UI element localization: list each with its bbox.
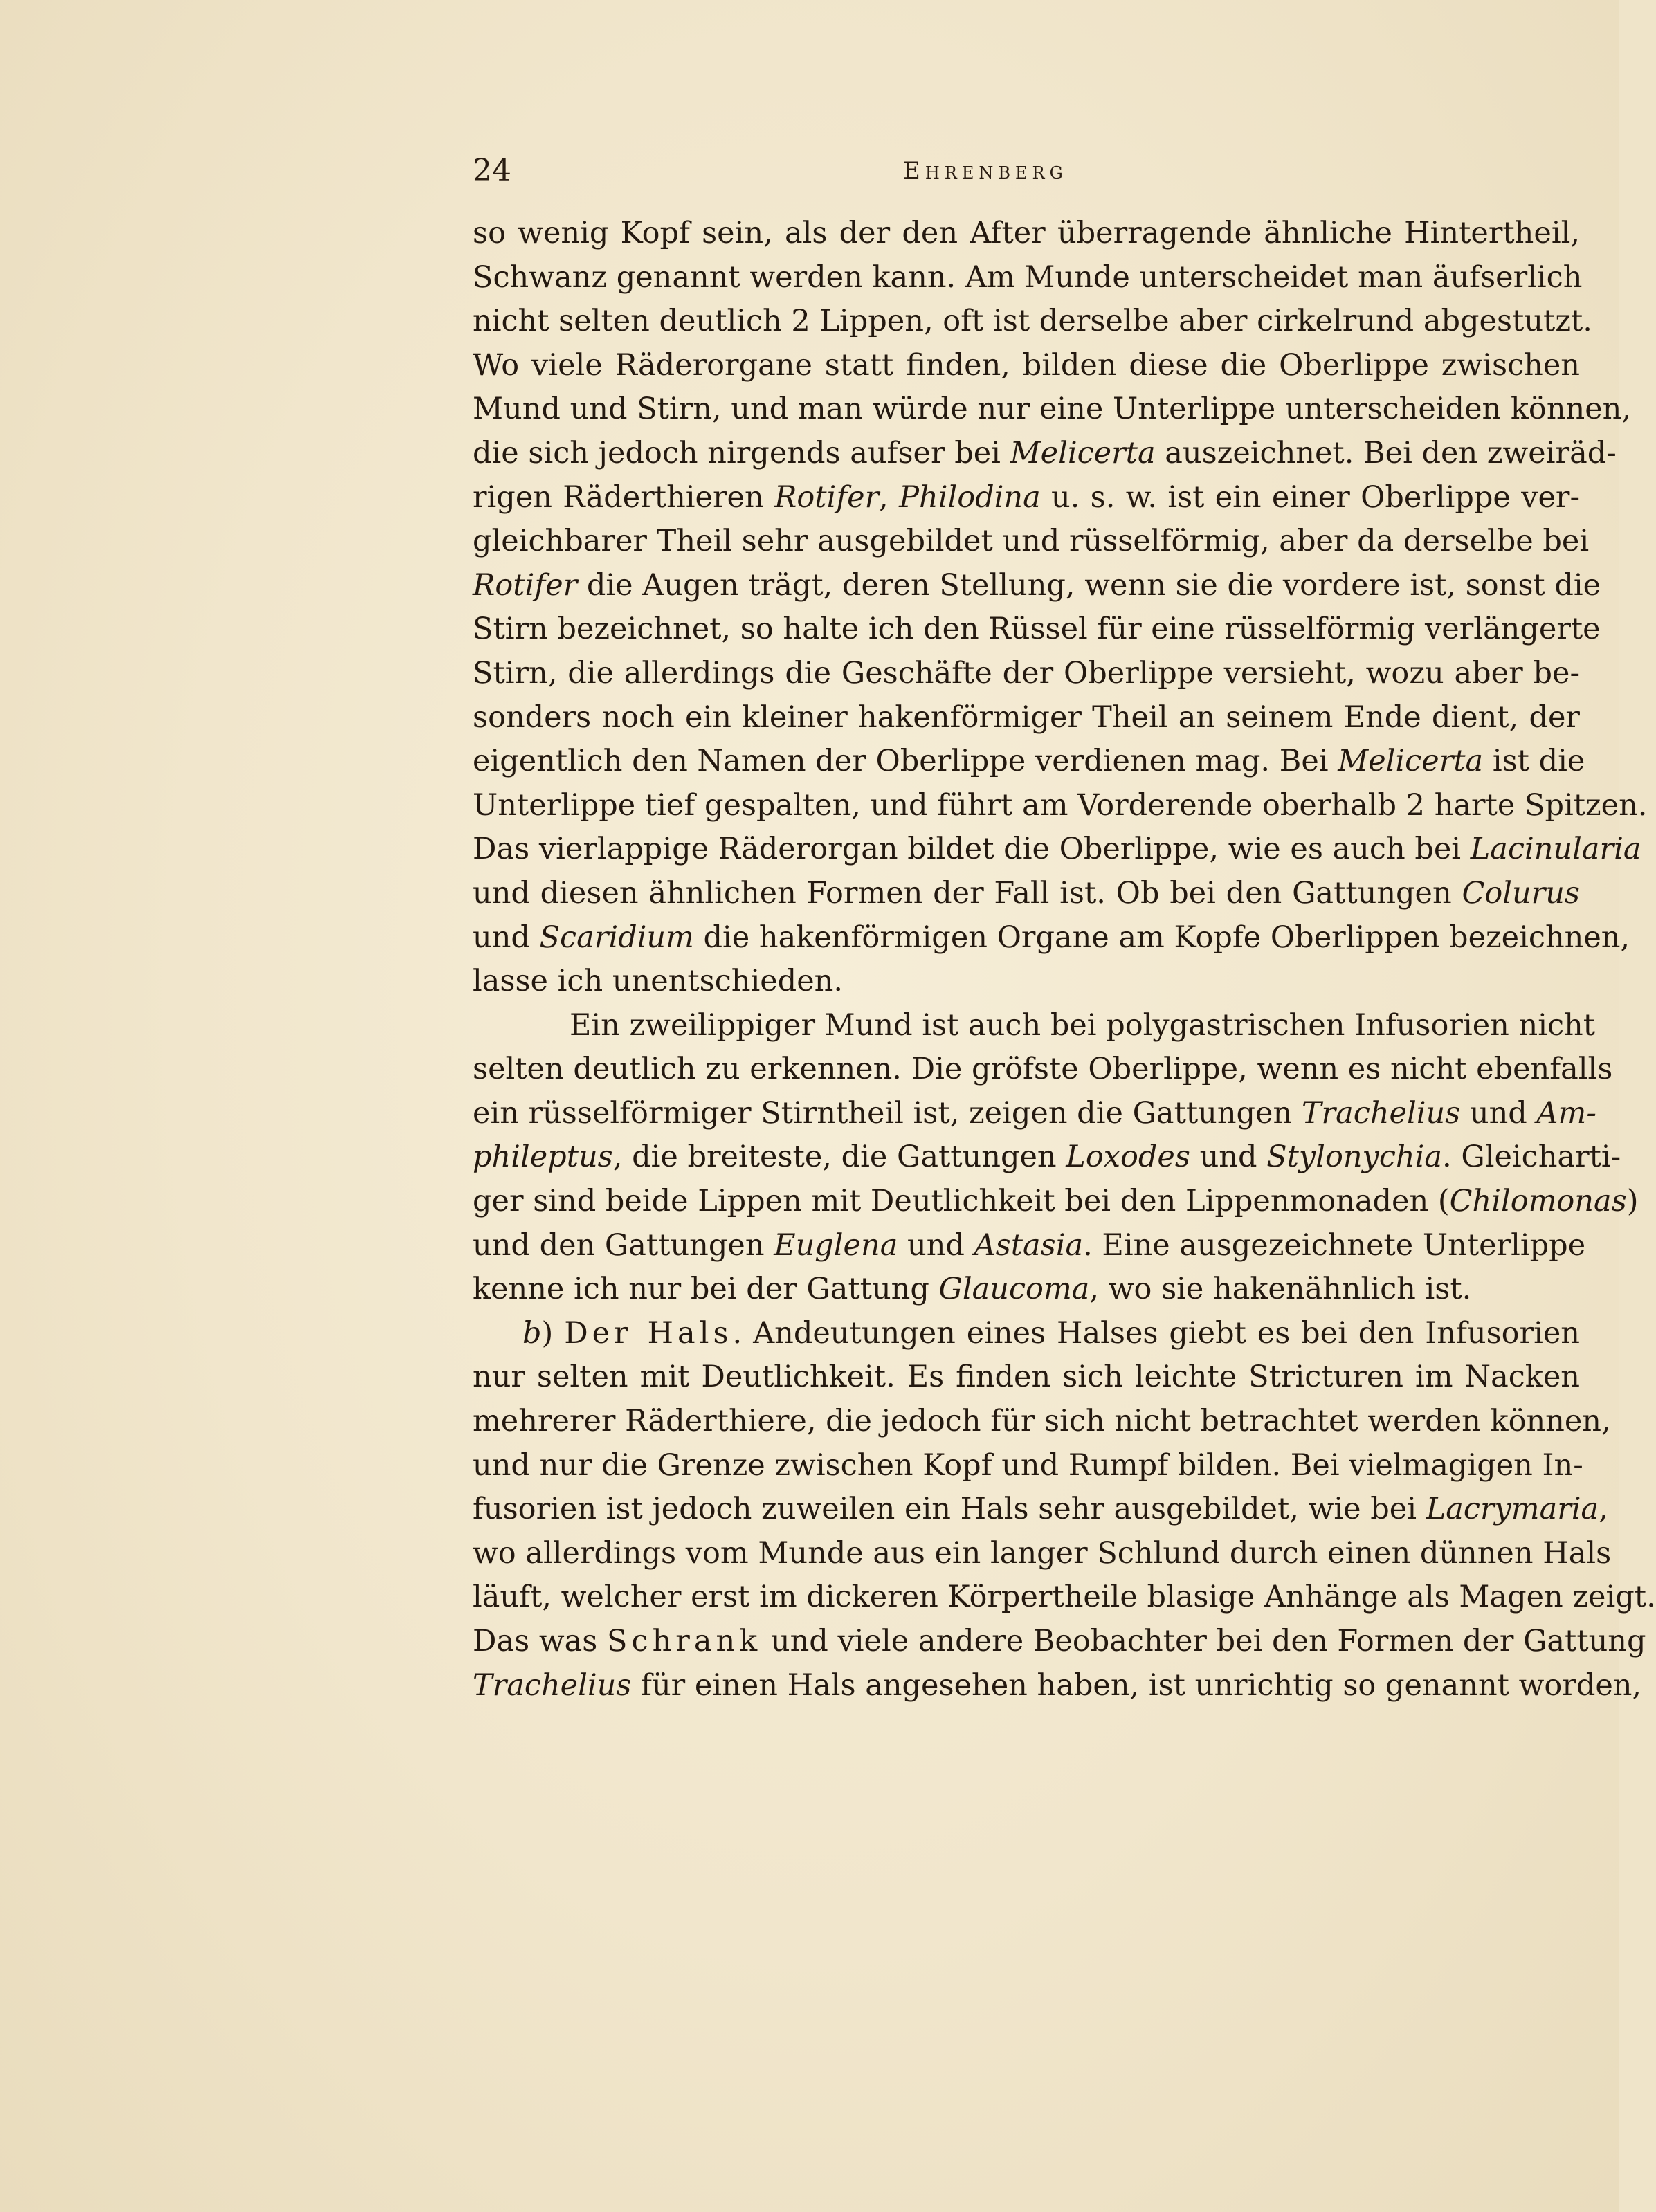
text-segment: und [473, 920, 540, 955]
text-line [473, 652, 1580, 696]
italic-term: Rotifer [473, 567, 578, 603]
page-number: 24 [473, 153, 511, 188]
italic-term: Trachelius [1301, 1095, 1461, 1131]
italic-term: Rotifer [774, 479, 880, 515]
text-segment: die hakenförmigen Organe am Kopfe Oberlippen bezeichnen, [693, 920, 1630, 955]
text-line [473, 1180, 1639, 1224]
text-segment: so wenig Kopf sein, als der den After überragende ähnliche Hintertheil, [473, 216, 1580, 250]
text-segment: , [1599, 1492, 1608, 1527]
text-segment: die Augen trägt, deren Stellung, wenn sie die vordere ist, sonst die [577, 567, 1601, 603]
text-segment: mehrerer Räderthiere, die jedoch für sich nicht betrachtet werden können, [473, 1404, 1611, 1439]
running-head: Ehrenberg [903, 157, 1068, 185]
italic-term: Am- [1536, 1095, 1596, 1131]
text-segment: für einen Hals angesehen haben, ist unrichtig so genannt worden, [631, 1667, 1642, 1703]
text-segment: . Gleicharti- [1442, 1140, 1621, 1175]
text-segment: und [1190, 1140, 1267, 1175]
text-line [473, 872, 1580, 916]
page-header [473, 147, 1151, 195]
italic-term: Philodina [899, 479, 1041, 515]
text-segment: nicht selten deutlich 2 Lippen, oft ist derselbe aber cirkelrund abgestutzt. [473, 304, 1592, 339]
italic-term: phileptus [473, 1140, 613, 1175]
text-line [473, 1620, 1646, 1664]
text-segment: , wo sie hakenähnlich ist. [1089, 1272, 1472, 1307]
text-segment: ) [1626, 1184, 1639, 1219]
text-line [473, 476, 1580, 520]
text-segment: . Eine ausgezeichnete Unterlippe [1083, 1227, 1586, 1263]
text-line [473, 1664, 1642, 1708]
text-line [473, 696, 1580, 740]
italic-term: Chilomonas [1449, 1184, 1627, 1219]
text-line [473, 1135, 1621, 1180]
text-segment: u. s. w. ist ein einer Oberlippe ver- [1040, 479, 1580, 515]
text-line [473, 1092, 1596, 1136]
text-segment: sonders noch ein kleiner hakenförmiger Theil an seinem Ende dient, der [473, 700, 1580, 735]
text-line [473, 432, 1617, 476]
text-line [473, 740, 1585, 784]
text-segment: , die breiteste, die Gattungen [612, 1140, 1066, 1175]
text-segment: . Andeutungen eines Halses giebt es bei den Infusorien [732, 1315, 1581, 1351]
text-segment: läuft, welcher erst im dickeren Körpertheile blasige Anhänge als Magen zeigt. [473, 1580, 1656, 1615]
text-segment: Wo viele Räderorgane statt finden, bilden diese die Oberlippe zwischen [473, 347, 1580, 383]
italic-term: Lacinularia [1470, 832, 1641, 867]
text-segment: und [898, 1227, 974, 1263]
spaced-term: Der Hals [564, 1315, 733, 1351]
text-line [473, 1355, 1580, 1400]
text-segment: nur selten mit Deutlichkeit. Es finden sich leichte Stricturen im Nacken [473, 1360, 1580, 1395]
text-segment: gleichbarer Theil sehr ausgebildet und rüsselförmig, aber da derselbe bei [473, 524, 1590, 559]
text-line [473, 1444, 1583, 1488]
text-segment: Mund und Stirn, und man würde nur eine Unterlippe unterscheiden können, [473, 392, 1632, 427]
text-line [473, 784, 1648, 828]
text-line [473, 916, 1630, 960]
text-segment: Das was [473, 1624, 608, 1658]
text-segment: ger sind beide Lippen mit Deutlichkeit bei den Lippenmonaden ( [473, 1184, 1450, 1219]
text-segment: die sich jedoch nirgends aufser bei [473, 435, 1010, 470]
text-segment: , [879, 479, 900, 515]
italic-term: Astasia [974, 1227, 1084, 1263]
text-line [473, 212, 1580, 256]
italic-term: Scaridium [539, 920, 694, 955]
italic-term: Trachelius [473, 1667, 632, 1703]
italic-term: Lacrymaria [1426, 1492, 1599, 1527]
italic-term: Melicerta [1338, 744, 1484, 779]
text-segment: ) [541, 1315, 565, 1351]
text-segment: Stirn, die allerdings die Geschäfte der Oberlippe versieht, wozu aber be- [473, 655, 1580, 691]
text-segment: ist die [1483, 744, 1585, 779]
text-line [473, 256, 1583, 300]
text-segment: eigentlich den Namen der Oberlippe verdienen mag. Bei [473, 744, 1338, 779]
text-segment: wo allerdings vom Munde aus ein langer Schlund durch einen dünnen Hals [473, 1535, 1612, 1571]
text-segment: und [1460, 1095, 1537, 1131]
text-line [473, 1575, 1656, 1620]
text-line [473, 1312, 1580, 1356]
text-line [473, 344, 1580, 388]
text-segment: Schwanz genannt werden kann. Am Munde unterscheidet man äufserlich [473, 259, 1583, 295]
italic-term: Loxodes [1066, 1140, 1190, 1175]
body-text [473, 212, 1656, 1708]
text-line [473, 1048, 1613, 1092]
text-line [473, 1004, 1596, 1048]
text-line [473, 607, 1601, 652]
text-segment: ein rüsselförmiger Stirntheil ist, zeigen die Gattungen [473, 1095, 1302, 1131]
text-line [473, 960, 1580, 1004]
text-line [473, 300, 1592, 344]
text-segment: Ein zweilippiger Mund ist auch bei polygastrischen Infusorien nicht [570, 1007, 1596, 1043]
text-segment: Stirn bezeichnet, so halte ich den Rüssel für eine rüsselförmig verlängerte [473, 612, 1601, 647]
text-line [473, 387, 1632, 432]
text-segment: selten deutlich zu erkennen. Die gröfste Oberlippe, wenn es nicht ebenfalls [473, 1052, 1613, 1087]
text-segment: auszeichnet. Bei den zweiräd- [1155, 435, 1617, 470]
italic-term: Stylonychia [1266, 1140, 1443, 1175]
text-segment: Das vierlappige Räderorgan bildet die Oberlippe, wie es auch bei [473, 832, 1471, 867]
text-segment: fusorien ist jedoch zuweilen ein Hals sehr ausgebildet, wie bei [473, 1492, 1426, 1527]
text-line [473, 1268, 1580, 1312]
text-line [473, 828, 1641, 872]
text-segment: und nur die Grenze zwischen Kopf und Rumpf bilden. Bei vielmagigen In- [473, 1447, 1583, 1483]
italic-term: b [522, 1315, 542, 1351]
text-segment: und den Gattungen [473, 1227, 774, 1263]
italic-term: Euglena [774, 1227, 898, 1263]
italic-term: Melicerta [1010, 435, 1156, 470]
text-segment: rigen Räderthieren [473, 479, 774, 515]
text-line [473, 1532, 1612, 1576]
text-line [473, 520, 1590, 564]
text-segment: und diesen ähnlichen Formen der Fall ist. Ob bei den Gattungen [473, 875, 1462, 911]
text-segment: und viele andere Beobachter bei den Formen der Gattung [761, 1624, 1646, 1658]
italic-term: Glaucoma [938, 1272, 1090, 1307]
text-segment: kenne ich nur bei der Gattung [473, 1272, 939, 1307]
text-line [473, 1400, 1611, 1444]
italic-term: Colurus [1462, 875, 1580, 911]
text-segment: lasse ich unentschieden. [473, 964, 844, 999]
text-line [473, 1224, 1586, 1268]
text-line [473, 1488, 1608, 1532]
spaced-term: Schrank [607, 1624, 762, 1658]
text-line [473, 564, 1601, 608]
text-segment: Unterlippe tief gespalten, und führt am Vorderende oberhalb 2 harte Spitzen. [473, 787, 1648, 823]
